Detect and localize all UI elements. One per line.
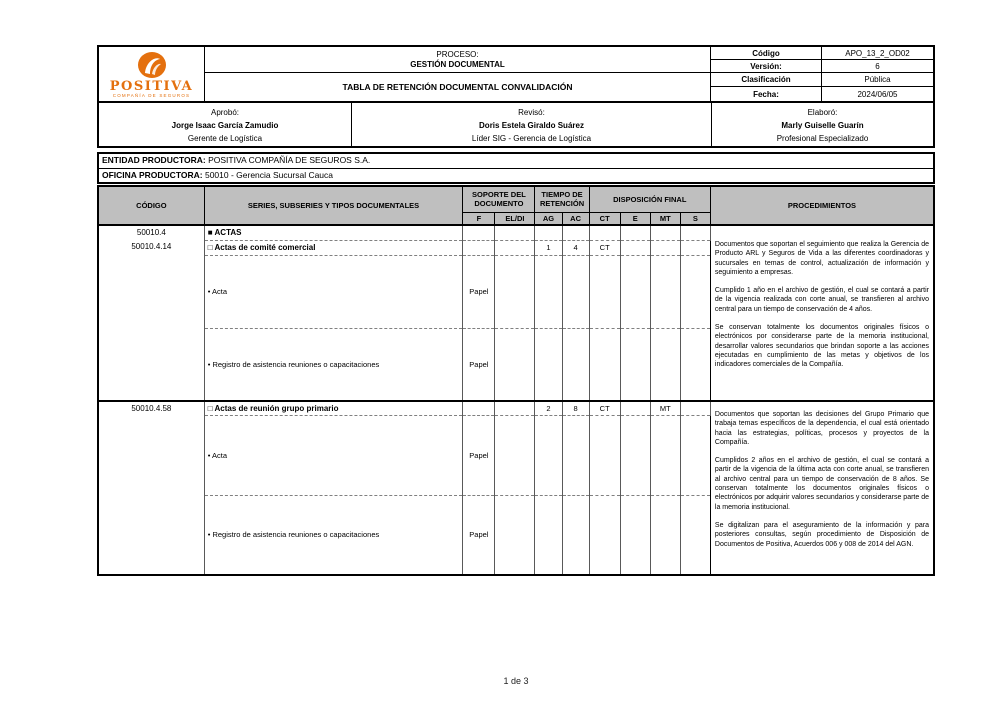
meta-label-codigo: Código: [711, 47, 822, 60]
subseries-bullet-icon: □: [207, 404, 213, 413]
signature-title: Profesional Especializado: [776, 134, 869, 143]
subseries-row: [98, 401, 934, 415]
meta-value-fecha: 2024/06/05: [857, 89, 898, 99]
procedures-cell: [710, 225, 934, 401]
support-f-value: Papel: [463, 495, 495, 575]
subcol-ac: AC: [562, 212, 589, 225]
disposition-s-value: [680, 401, 710, 415]
entity-block: [97, 152, 935, 184]
meta-label-version: Versión:: [711, 60, 822, 73]
cell-empty: [650, 415, 680, 495]
disposition-mt-value: MT: [650, 401, 680, 415]
cell-empty: [680, 225, 710, 240]
signature-name: Marly Guiselle Guarín: [781, 121, 864, 130]
brand-tagline: COMPAÑÍA DE SEGUROS: [112, 93, 191, 98]
meta-label-fecha: Fecha:: [711, 87, 822, 101]
col-header-soporte: SOPORTE DEL DOCUMENTO: [463, 186, 535, 212]
cell-empty: [680, 255, 710, 328]
retention-ac-value: 8: [562, 401, 589, 415]
page-number: 1 de 3: [503, 676, 529, 686]
entidad-productora-row: [99, 154, 933, 168]
meta-value-codigo: APO_13_2_OD02: [822, 47, 933, 60]
series-name: ■ ACTAS: [204, 225, 463, 240]
table-section-actas-reunion-grupo-primario: [98, 401, 934, 575]
disposition-e-value: [620, 240, 650, 255]
document-type-name: • Registro de asistencia reuniones o capacitaciones: [204, 495, 463, 575]
doc-bullet-icon: •: [207, 530, 211, 540]
cell-empty: [562, 415, 589, 495]
cell-empty: [620, 328, 650, 401]
meta-label-clasificacion: Clasificación: [711, 73, 822, 87]
cell-empty: [589, 255, 620, 328]
document-header: [97, 45, 935, 103]
cell-empty: [680, 415, 710, 495]
cell-empty: [495, 255, 535, 328]
signature-role-label: Elaboró:: [807, 108, 838, 117]
support-f-value: Papel: [463, 255, 495, 328]
cell-empty: [535, 225, 562, 240]
cell-empty: [98, 328, 204, 401]
col-header-codigo: CÓDIGO: [98, 186, 204, 225]
subseries-bullet-icon: □: [207, 242, 213, 252]
process-cell: [205, 47, 711, 73]
support-f-value: Papel: [463, 328, 495, 401]
document-title: TABLA DE RETENCIÓN DOCUMENTAL CONVALIDACIÓN: [205, 73, 711, 101]
cell-empty: [495, 415, 535, 495]
meta-value-clasificacion: Pública: [822, 73, 933, 87]
document-type-name: • Registro de asistencia reuniones o capacitaciones: [204, 328, 463, 401]
cell-empty: [562, 328, 589, 401]
disposition-ct-value: CT: [589, 401, 620, 415]
cell-empty: [650, 255, 680, 328]
doc-bullet-icon: •: [207, 287, 211, 296]
disposition-mt-value: [650, 240, 680, 255]
procedure-paragraph: Cumplido 1 año en el archivo de gestión, el cual se contará a partir de la vigencia realizada con corte anual, se transfieren al archivo central para un tiempo de conservación de 4 años.: [714, 287, 929, 313]
oficina-productora-value: 50010 - Gerencia Sucursal Cauca: [204, 170, 334, 180]
subcol-f: F: [463, 212, 495, 225]
doc-bullet-icon: •: [207, 359, 211, 369]
signature-title: Líder SIG - Gerencia de Logística: [471, 134, 592, 143]
subcol-ct: CT: [589, 212, 620, 225]
positiva-emblem-icon: [133, 51, 171, 81]
cell-empty: [589, 328, 620, 401]
cell-empty: [463, 401, 495, 415]
process-label: PROCESO:: [436, 50, 479, 59]
subcol-eldi: EL/DI: [495, 212, 535, 225]
signature-elaboro: [712, 103, 933, 146]
oficina-productora-row: [99, 168, 933, 182]
col-header-series: SERIES, SUBSERIES Y TIPOS DOCUMENTALES: [204, 186, 463, 225]
cell-empty: [620, 415, 650, 495]
signatures-row: [97, 103, 935, 148]
subcol-e: E: [620, 212, 650, 225]
procedure-paragraph: Se digitalizan para el aseguramiento de la información y para posteriores consultas, según procedimiento de Disposición de Documentos de Positiva, Acuerdos 006 y 008 de 2014 del AGN.: [714, 521, 929, 548]
series-bullet-icon: ■: [207, 228, 213, 237]
cell-empty: [620, 495, 650, 575]
cell-empty: [495, 328, 535, 401]
signature-role-label: Aprobó:: [210, 108, 240, 117]
subseries-code: 50010.4.58: [98, 401, 204, 415]
cell-empty: [589, 415, 620, 495]
cell-empty: [535, 328, 562, 401]
cell-empty: [463, 225, 495, 240]
signature-name: Jorge Isaac García Zamudio: [171, 121, 279, 130]
cell-empty: [562, 225, 589, 240]
brand-name: POSITIVA: [109, 79, 194, 94]
cell-empty: [650, 225, 680, 240]
cell-empty: [680, 328, 710, 401]
cell-empty: [535, 415, 562, 495]
signature-role-label: Revisó:: [518, 108, 545, 117]
cell-empty: [495, 495, 535, 575]
signature-aprobo: [99, 103, 352, 146]
cell-empty: [98, 495, 204, 575]
series-code: 50010.4: [98, 225, 204, 240]
document-type-name: • Acta: [204, 255, 463, 328]
cell-empty: [620, 225, 650, 240]
retention-ag-value: 1: [535, 240, 562, 255]
meta-value-version: 6: [822, 60, 933, 73]
retention-table-document: [97, 45, 935, 576]
subcol-s: S: [680, 212, 710, 225]
cell-empty: [535, 495, 562, 575]
table-head: [98, 186, 934, 225]
series-row: [98, 225, 934, 240]
retention-table: [97, 185, 935, 576]
retention-ac-value: 4: [562, 240, 589, 255]
subcol-ag: AG: [535, 212, 562, 225]
table-section-actas-comite-comercial: [98, 225, 934, 401]
cell-empty: [98, 415, 204, 495]
cell-empty: [650, 328, 680, 401]
cell-empty: [535, 255, 562, 328]
procedure-paragraph: Documentos que soportan las decisiones del Grupo Primario que trabaja temas específicos de la dependencia, el cual está orientado hacia las estrategias, políticas, procesos y proyectos de la Compañía.: [714, 411, 929, 446]
cell-empty: [680, 495, 710, 575]
subseries-code: 50010.4.14: [98, 240, 204, 255]
procedure-paragraph: Documentos que soportan el seguimiento que realiza la Gerencia de Producto ARL y Seguros de Vida a las diferentes coordinadoras y sucursales en temas de control, actualización de información y seguimiento a empresas.: [714, 241, 929, 276]
company-logo: [99, 47, 205, 101]
entidad-productora-label: ENTIDAD PRODUCTORA:: [102, 155, 206, 165]
procedure-paragraph: Cumplidos 2 años en el archivo de gestión, el cual se contará a partir de la vigencia de la última acta con corte anual, se transfieren al archivo central para un tiempo de conservación de 8 años. Se conservan totalmente los documentos originales físicos o electrónicos por adquirir valores secundarios y considerarse parte de la memoria institucional.: [714, 457, 929, 511]
process-name: GESTIÓN DOCUMENTAL: [410, 60, 505, 69]
cell-empty: [495, 225, 535, 240]
col-header-tiempo: TIEMPO DE RETENCIÓN: [535, 186, 589, 212]
cell-empty: [495, 240, 535, 255]
entidad-productora-value: POSITIVA COMPAÑÍA DE SEGUROS S.A.: [208, 155, 371, 165]
col-header-disposicion: DISPOSICIÓN FINAL: [589, 186, 710, 212]
subseries-name: □ Actas de comité comercial: [204, 240, 463, 255]
signature-reviso: [352, 103, 712, 146]
retention-ag-value: 2: [535, 401, 562, 415]
cell-empty: [589, 225, 620, 240]
cell-empty: [650, 495, 680, 575]
disposition-s-value: [680, 240, 710, 255]
cell-empty: [98, 255, 204, 328]
subseries-name: □ Actas de reunión grupo primario: [204, 401, 463, 415]
cell-empty: [463, 240, 495, 255]
subcol-mt: MT: [650, 212, 680, 225]
cell-empty: [620, 255, 650, 328]
signature-name: Doris Estela Giraldo Suárez: [479, 121, 584, 130]
signature-title: Gerente de Logística: [187, 134, 263, 143]
cell-empty: [562, 495, 589, 575]
procedures-cell: [710, 401, 934, 575]
oficina-productora-label: OFICINA PRODUCTORA:: [102, 170, 203, 180]
cell-empty: [589, 495, 620, 575]
doc-bullet-icon: •: [207, 450, 211, 460]
col-header-procedimientos: PROCEDIMIENTOS: [710, 186, 934, 225]
document-type-name: • Acta: [204, 415, 463, 495]
cell-empty: [562, 255, 589, 328]
disposition-ct-value: CT: [589, 240, 620, 255]
disposition-e-value: [620, 401, 650, 415]
procedure-paragraph: Se conservan totalmente los documentos originales físicos o electrónicos por considerarse parte de la memoria institucional, desarrollar valores secundarios que brindan soporte a las acciones ejecutadas en cumplimiento de las metas y objetivos de los indicadores comerciales de la Compañía.: [714, 324, 929, 369]
support-f-value: Papel: [463, 415, 495, 495]
cell-empty: [495, 401, 535, 415]
